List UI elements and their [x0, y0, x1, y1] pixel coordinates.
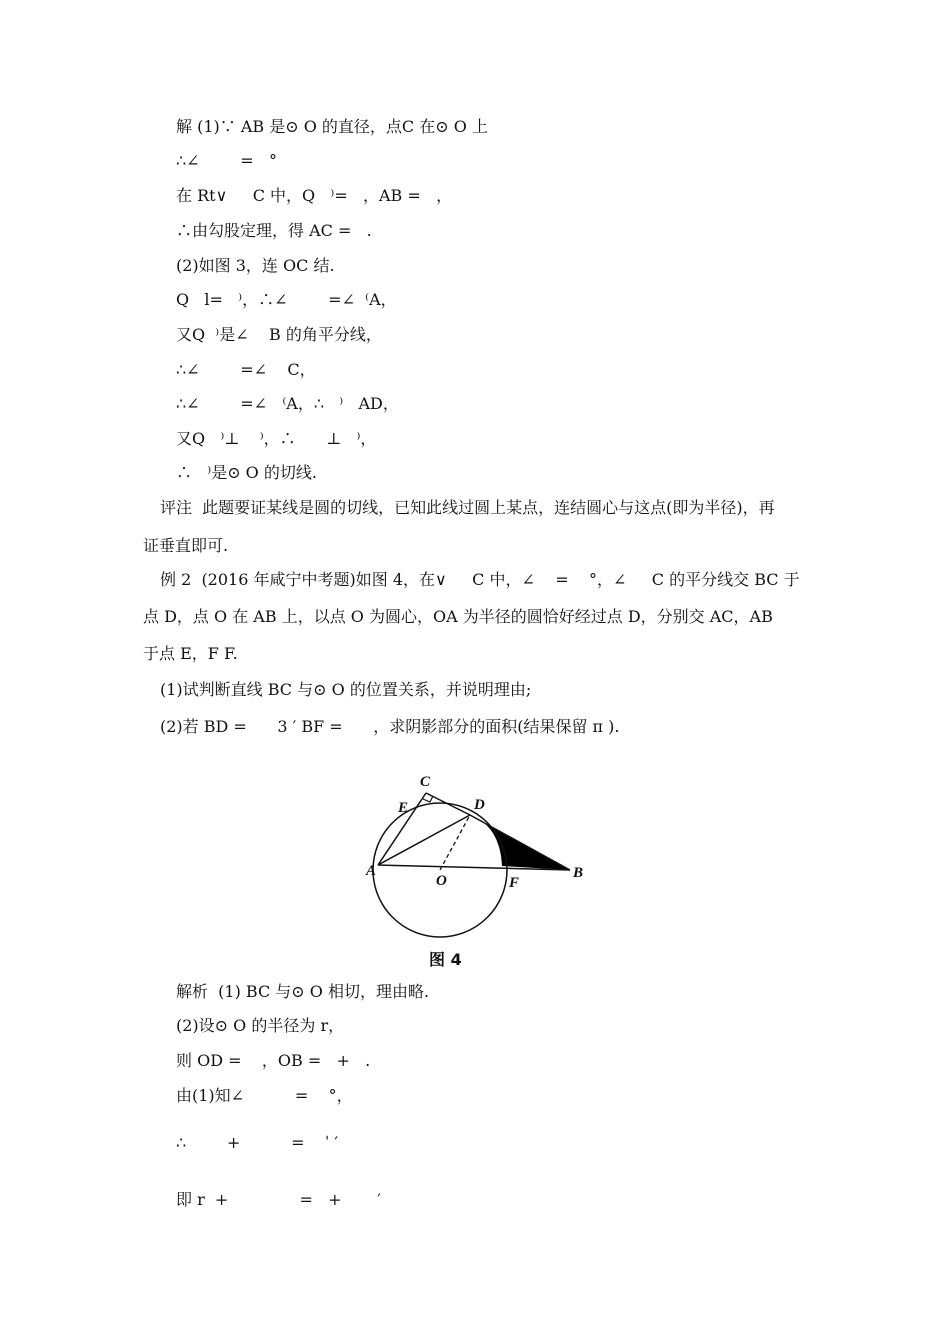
label-o: O — [436, 873, 447, 889]
line-22: 由(1)知∠ = °， — [176, 1086, 353, 1105]
line-3: 在 Rt∨ C 中，Q ⁾= ，AB = ， — [176, 186, 453, 205]
line-14: 例 2 (2016 年咸宁中考题)如图 4，在∨ C 中，∠ = °，∠ C 的平分线交 BC 于 — [160, 570, 800, 589]
right-angle-mark — [423, 796, 433, 802]
line-1: 解 (1)∵ AB 是⊙ O 的直径，点C 在⊙ O 上 — [176, 117, 488, 136]
line-16: 于点 E，F F. — [143, 644, 238, 663]
line-13: 证垂直即可. — [143, 536, 229, 555]
line-17: (1)试判断直线 BC 与⊙ O 的位置关系，并说明理由; — [160, 680, 532, 699]
label-c: C — [420, 774, 431, 790]
line-11: ∴ ⁾是⊙ O 的切线. — [176, 463, 317, 482]
line-2: ∴∠ = ° — [176, 151, 277, 170]
line-5: (2)如图 3，连 OC 结. — [176, 256, 335, 275]
line-4: ∴由勾股定理，得 AC = . — [176, 221, 372, 240]
line-23: ∴ + = ˈ ′ — [176, 1133, 338, 1152]
figure-4 — [350, 766, 600, 976]
label-b: B — [573, 865, 584, 881]
label-a: A — [366, 863, 377, 879]
line-12: 评注 此题要证某线是圆的切线，已知此线过圆上某点，连结圆心与这点(即为半径)，再 — [160, 498, 775, 517]
figure-caption: 图 4 — [429, 950, 462, 969]
line-9: ∴∠ =∠ ⁽A，∴ ⁾ AD， — [176, 394, 399, 413]
label-e: E — [398, 800, 409, 816]
label-f: F — [509, 875, 520, 891]
line-24: 即 r + = + ′ — [176, 1190, 381, 1209]
line-21: 则 OD = ，OB = + . — [176, 1051, 371, 1070]
line-6: Q l= ⁾，∴∠ =∠ ⁽A， — [176, 290, 397, 309]
line-18: (2)若 BD = 3 ′ BF = ，求阴影部分的面积(结果保留 π ). — [160, 717, 620, 736]
line-15: 点 D，点 O 在 AB 上，以点 O 为圆心，OA 为半径的圆恰好经过点 D，分别交 AC，AB — [143, 607, 773, 626]
line-20: (2)设⊙ O 的半径为 r， — [176, 1016, 345, 1035]
line-7: 又Q ⁾是∠ B 的角平分线， — [176, 325, 382, 344]
line-10: 又Q ⁾⊥ ⁾，∴ ⊥ ⁾， — [176, 429, 377, 448]
label-d: D — [474, 797, 485, 813]
geometry-diagram — [350, 766, 600, 976]
line-19: 解析 (1) BC 与⊙ O 相切，理由略. — [176, 982, 430, 1001]
line-8: ∴∠ =∠ C， — [176, 360, 316, 379]
